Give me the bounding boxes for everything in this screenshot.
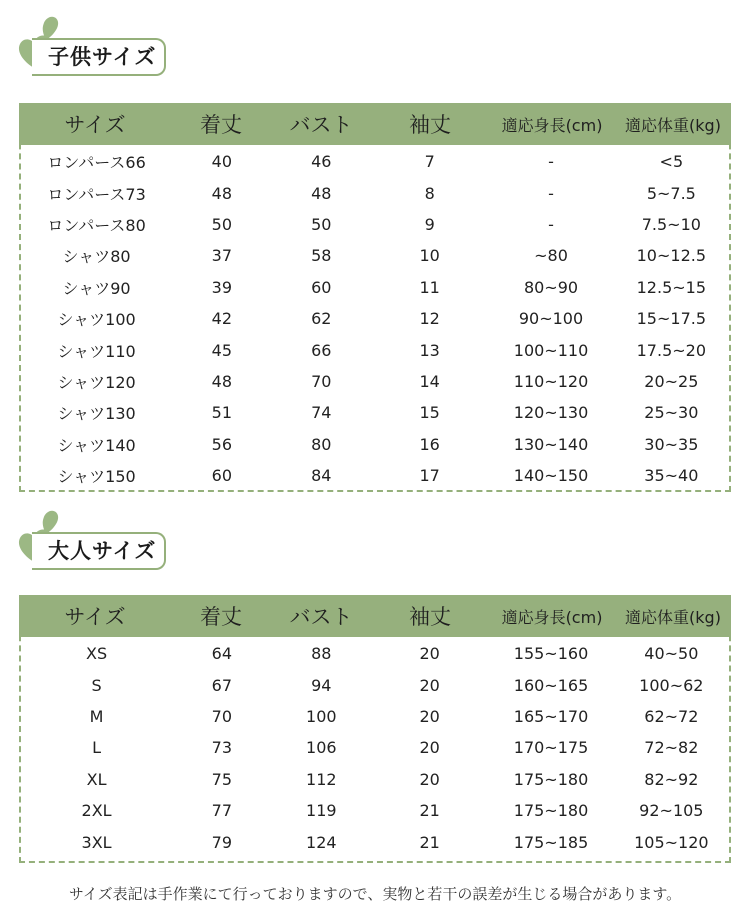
table-cell: 80 <box>311 434 332 454</box>
table-cell: 40 <box>211 152 233 172</box>
table-row <box>21 638 729 669</box>
table-cell: 15~17.5 <box>636 309 707 329</box>
table-row <box>21 701 729 732</box>
table-cell: 12 <box>419 309 440 329</box>
table-cell: - <box>548 214 554 234</box>
table-cell: 51 <box>211 403 233 423</box>
table-cell: 20 <box>419 675 440 695</box>
table-cell: 140~150 <box>513 466 589 486</box>
table-row <box>21 209 729 240</box>
table-cell: 17 <box>419 466 440 486</box>
table-row <box>21 795 729 826</box>
table-cell: シャツ150 <box>57 467 136 487</box>
adults-section-title <box>18 510 178 570</box>
table-cell: 48 <box>211 371 233 391</box>
table-cell: 8 <box>424 183 435 203</box>
table-row <box>21 146 729 177</box>
table-cell: 175~180 <box>513 769 589 789</box>
table-cell: - <box>548 183 554 203</box>
table-cell: 17.5~20 <box>636 340 707 360</box>
table-cell: 105~120 <box>634 832 709 852</box>
table-cell: 45 <box>211 340 233 360</box>
header-height: 適応身長(cm) <box>501 607 603 627</box>
table-cell: XL <box>86 769 107 789</box>
table-cell: 62 <box>311 309 332 329</box>
table-cell: 79 <box>211 832 233 852</box>
kids-section-title <box>18 16 178 76</box>
table-cell: 10~12.5 <box>636 246 707 266</box>
header-bust: バスト <box>289 113 353 137</box>
table-cell: 30~35 <box>644 434 699 454</box>
header-size: サイズ <box>64 113 126 137</box>
kids-size-table <box>19 103 731 492</box>
table-row <box>21 826 729 857</box>
table-cell: シャツ120 <box>57 372 136 392</box>
table-cell: 70 <box>311 371 332 391</box>
table-cell: ロンパース66 <box>47 153 146 173</box>
header-bust: バスト <box>289 605 353 629</box>
table-cell: 100~62 <box>639 675 704 695</box>
table-cell: 3XL <box>81 832 112 852</box>
table-cell: ロンパース80 <box>47 215 146 235</box>
table-cell: シャツ100 <box>57 310 136 330</box>
table-row <box>21 334 729 365</box>
table-cell: 35~40 <box>644 466 699 486</box>
table-cell: 165~170 <box>513 706 589 726</box>
table-cell: 175~180 <box>513 801 589 821</box>
table-cell: 37 <box>211 246 233 266</box>
footnote: サイズ表記は手作業にて行っておりますので、実物と若干の誤差が生じる場合があります。 <box>68 885 682 903</box>
table-cell: シャツ80 <box>62 247 131 267</box>
table-cell: 14 <box>419 371 440 391</box>
table-cell: 21 <box>419 801 440 821</box>
table-cell: 48 <box>211 183 233 203</box>
table-cell: 7.5~10 <box>641 214 701 234</box>
table-cell: シャツ140 <box>57 435 136 455</box>
table-cell: 88 <box>311 644 332 664</box>
table-cell: 5~7.5 <box>646 183 696 203</box>
header-length: 着丈 <box>200 605 242 629</box>
header-weight: 適応体重(kg) <box>625 115 721 135</box>
table-row <box>21 764 729 795</box>
table-cell: 106 <box>306 738 337 758</box>
table-cell: M <box>89 706 104 726</box>
header-size: サイズ <box>64 605 126 629</box>
table-cell: シャツ110 <box>57 341 136 361</box>
table-cell: 90~100 <box>518 309 584 329</box>
table-cell: 58 <box>311 246 332 266</box>
table-cell: 130~140 <box>513 434 589 454</box>
table-cell: 16 <box>419 434 440 454</box>
table-cell: 21 <box>419 832 440 852</box>
table-cell: 160~165 <box>513 675 589 695</box>
table-cell: 66 <box>311 340 332 360</box>
table-row <box>21 397 729 428</box>
table-cell: 56 <box>211 434 233 454</box>
table-cell: 80~90 <box>523 277 579 297</box>
table-row <box>21 272 729 303</box>
table-cell: ロンパース73 <box>47 184 146 204</box>
table-cell: 40~50 <box>644 644 699 664</box>
table-cell: 11 <box>419 277 440 297</box>
header-sleeve: 袖丈 <box>409 113 451 137</box>
table-cell: ~80 <box>534 246 568 266</box>
table-cell: 15 <box>419 403 440 423</box>
kids-section-label: 子供サイズ <box>32 38 166 76</box>
table-cell: 120~130 <box>513 403 589 423</box>
table-row <box>21 460 729 491</box>
table-cell: 77 <box>211 801 233 821</box>
table-cell: 42 <box>211 309 233 329</box>
table-cell: 100 <box>306 706 337 726</box>
adults-table-header <box>19 595 731 637</box>
table-cell: 9 <box>424 214 435 234</box>
table-cell: 25~30 <box>644 403 699 423</box>
table-cell: 20 <box>419 769 440 789</box>
table-cell: S <box>91 675 102 695</box>
table-cell: 110~120 <box>513 371 589 391</box>
table-cell: 50 <box>311 214 332 234</box>
table-cell: 60 <box>311 277 332 297</box>
table-row <box>21 429 729 460</box>
adults-size-table <box>19 595 731 863</box>
table-cell: 155~160 <box>513 644 589 664</box>
table-row <box>21 240 729 271</box>
table-cell: 10 <box>419 246 440 266</box>
table-cell: 67 <box>211 675 233 695</box>
table-cell: 48 <box>311 183 332 203</box>
table-cell: - <box>548 152 554 172</box>
table-cell: 175~185 <box>513 832 589 852</box>
table-row <box>21 177 729 208</box>
table-cell: 82~92 <box>644 769 699 789</box>
table-cell: 20 <box>419 706 440 726</box>
table-cell: L <box>92 738 102 758</box>
table-row <box>21 669 729 700</box>
table-cell: 119 <box>306 801 337 821</box>
table-cell: シャツ130 <box>57 404 136 424</box>
table-cell: 124 <box>306 832 337 852</box>
table-cell: 70 <box>211 706 233 726</box>
table-cell: 60 <box>211 466 233 486</box>
table-row <box>21 366 729 397</box>
table-cell: 20 <box>419 644 440 664</box>
table-row <box>21 732 729 763</box>
table-cell: 20 <box>419 738 440 758</box>
table-cell: 62~72 <box>644 706 699 726</box>
table-cell: 84 <box>311 466 332 486</box>
table-cell: 75 <box>211 769 233 789</box>
kids-table-header <box>19 103 731 145</box>
table-cell: 39 <box>211 277 233 297</box>
table-cell: 13 <box>419 340 440 360</box>
table-cell: 20~25 <box>644 371 699 391</box>
header-length: 着丈 <box>200 113 242 137</box>
adults-section-label: 大人サイズ <box>32 532 166 570</box>
table-cell: 46 <box>311 152 332 172</box>
table-cell: 7 <box>424 152 435 172</box>
table-cell: 72~82 <box>644 738 699 758</box>
header-weight: 適応体重(kg) <box>625 607 721 627</box>
table-cell: <5 <box>659 152 684 172</box>
table-cell: XS <box>86 644 108 664</box>
table-cell: 100~110 <box>513 340 589 360</box>
table-cell: シャツ90 <box>62 278 131 298</box>
table-cell: 2XL <box>81 801 112 821</box>
table-cell: 73 <box>211 738 233 758</box>
kids-table-body <box>21 145 729 491</box>
table-cell: 50 <box>211 214 233 234</box>
table-row <box>21 303 729 334</box>
table-cell: 12.5~15 <box>636 277 707 297</box>
table-cell: 64 <box>211 644 233 664</box>
adults-table-body <box>21 637 729 858</box>
header-sleeve: 袖丈 <box>409 605 451 629</box>
table-cell: 92~105 <box>639 801 704 821</box>
table-cell: 94 <box>311 675 332 695</box>
table-cell: 112 <box>306 769 337 789</box>
table-cell: 74 <box>311 403 332 423</box>
header-height: 適応身長(cm) <box>501 115 603 135</box>
table-cell: 170~175 <box>513 738 589 758</box>
